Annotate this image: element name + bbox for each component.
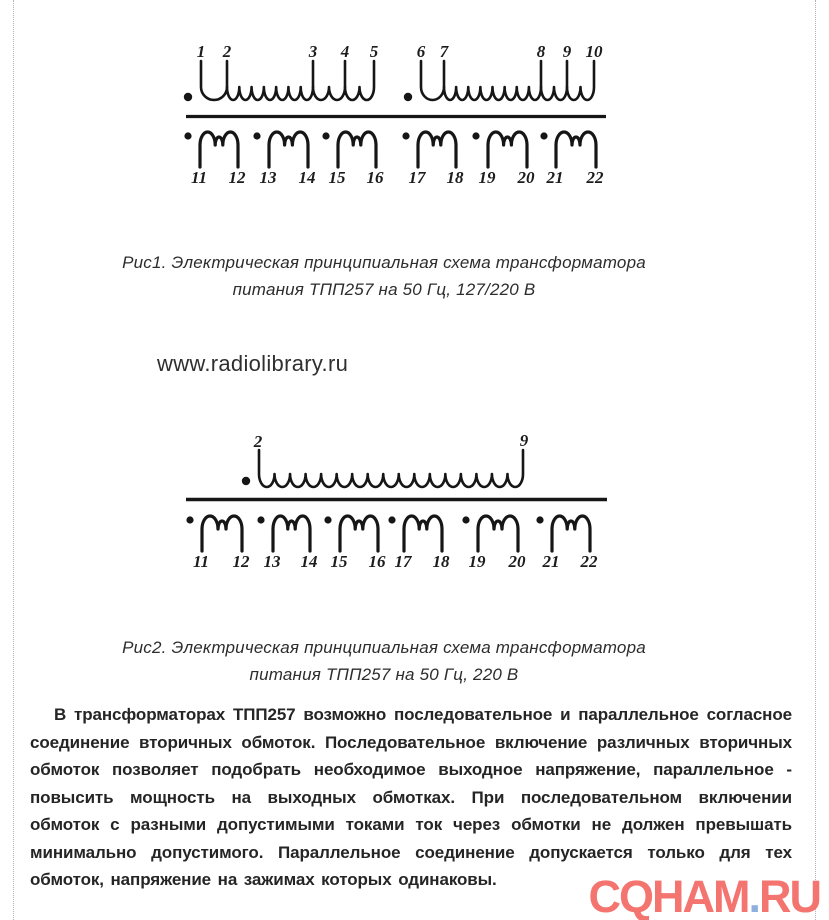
phase-dot (186, 516, 193, 523)
terminal-label: 6 (416, 42, 426, 61)
figure2-caption-line1: Рис2. Электрическая принципиальная схема трансформатора (122, 638, 646, 657)
cqham-logo (588, 871, 821, 920)
terminal-label: 21 (546, 168, 564, 187)
terminal-label: 18 (432, 552, 450, 571)
terminal-label: 22 (580, 552, 598, 571)
terminal-label: 20 (517, 168, 535, 187)
terminal-label: 13 (263, 552, 281, 571)
phase-dot (536, 516, 543, 523)
phase-dot (402, 132, 409, 139)
logo-text-main: CQHAM (588, 871, 749, 920)
terminal-label: 22 (586, 168, 604, 187)
terminal-label: 3 (308, 42, 318, 61)
secondary-winding (202, 516, 242, 551)
phase-dot (324, 516, 331, 523)
secondary-winding (552, 516, 590, 551)
terminal-label: 18 (446, 168, 464, 187)
terminal-label: 9 (562, 42, 572, 61)
phase-dot (184, 132, 191, 139)
figure1-caption (0, 249, 768, 303)
secondary-winding (556, 132, 596, 167)
terminal-label: 10 (585, 42, 603, 61)
terminal-label: 11 (192, 552, 210, 571)
logo-text-tld: RU (759, 871, 820, 920)
terminal-label: 16 (368, 552, 386, 571)
terminal-label: 4 (340, 42, 350, 61)
figure2-caption (0, 634, 768, 688)
terminal-label: 7 (439, 42, 449, 61)
terminal-label: 16 (366, 168, 384, 187)
secondary-winding (488, 132, 527, 167)
phase-dot (540, 132, 547, 139)
page-border-right (815, 0, 816, 920)
primary-winding (201, 61, 374, 100)
terminal-label: 13 (259, 168, 277, 187)
logo-dot: . (748, 871, 759, 920)
secondary-winding (478, 516, 518, 551)
terminal-label: 14 (300, 552, 318, 571)
secondary-winding (273, 516, 310, 551)
terminal-label: 1 (196, 42, 206, 61)
primary-winding (259, 450, 523, 487)
terminal-label: 5 (369, 42, 379, 61)
phase-dot (242, 477, 250, 485)
terminal-label: 12 (228, 168, 246, 187)
phase-dot (388, 516, 395, 523)
terminal-label: 2 (222, 42, 232, 61)
figure2-caption-line2: питания ТПП257 на 50 Гц, 220 В (249, 665, 519, 684)
article-paragraph: В трансформаторах ТПП257 возможно последовательное и параллельное согласное соединение вторичных обмоток. Последовательное включение различных вторичных обмоток позволяет подобрать необходимое выходное напряжение, параллельное - повысить мощность на выходных обмотках. При последовательном включении обмоток с разными допустимыми токами ток через обмотки не должен превышать минимально допустимого. Параллельное соединение допускается только для тех обмоток, напряжение на зажимах которых одинаковы. (30, 705, 792, 889)
terminal-label: 14 (298, 168, 316, 187)
secondary-winding (338, 132, 376, 167)
terminal-label: 17 (394, 552, 412, 571)
secondary-winding (200, 132, 238, 167)
terminal-label: 19 (468, 552, 486, 571)
figure1-caption-line2: питания ТПП257 на 50 Гц, 127/220 В (232, 280, 536, 299)
figure1-schematic (184, 42, 606, 187)
phase-dot (462, 516, 469, 523)
terminal-label: 17 (408, 168, 426, 187)
terminal-label: 21 (542, 552, 560, 571)
phase-dot (253, 132, 260, 139)
phase-dot (257, 516, 264, 523)
phase-dot (322, 132, 329, 139)
secondary-winding (404, 516, 442, 551)
phase-dot (184, 93, 192, 101)
terminal-label: 9 (519, 431, 529, 450)
secondary-winding (269, 132, 308, 167)
terminal-label: 15 (330, 552, 348, 571)
figure2-schematic (186, 431, 607, 571)
page-border-left (13, 0, 14, 920)
primary-winding (421, 61, 594, 100)
terminal-label: 11 (190, 168, 208, 187)
terminal-label: 2 (253, 432, 263, 451)
figure1-caption-line1: Рис1. Электрическая принципиальная схема трансформатора (122, 253, 646, 272)
secondary-winding (418, 132, 456, 167)
terminal-label: 20 (508, 552, 526, 571)
terminal-label: 19 (478, 168, 496, 187)
phase-dot (404, 93, 412, 101)
secondary-winding (340, 516, 378, 551)
terminal-label: 12 (232, 552, 250, 571)
terminal-label: 8 (536, 42, 546, 61)
watermark-url: www.radiolibrary.ru (157, 351, 349, 376)
terminal-label: 15 (328, 168, 346, 187)
phase-dot (472, 132, 479, 139)
